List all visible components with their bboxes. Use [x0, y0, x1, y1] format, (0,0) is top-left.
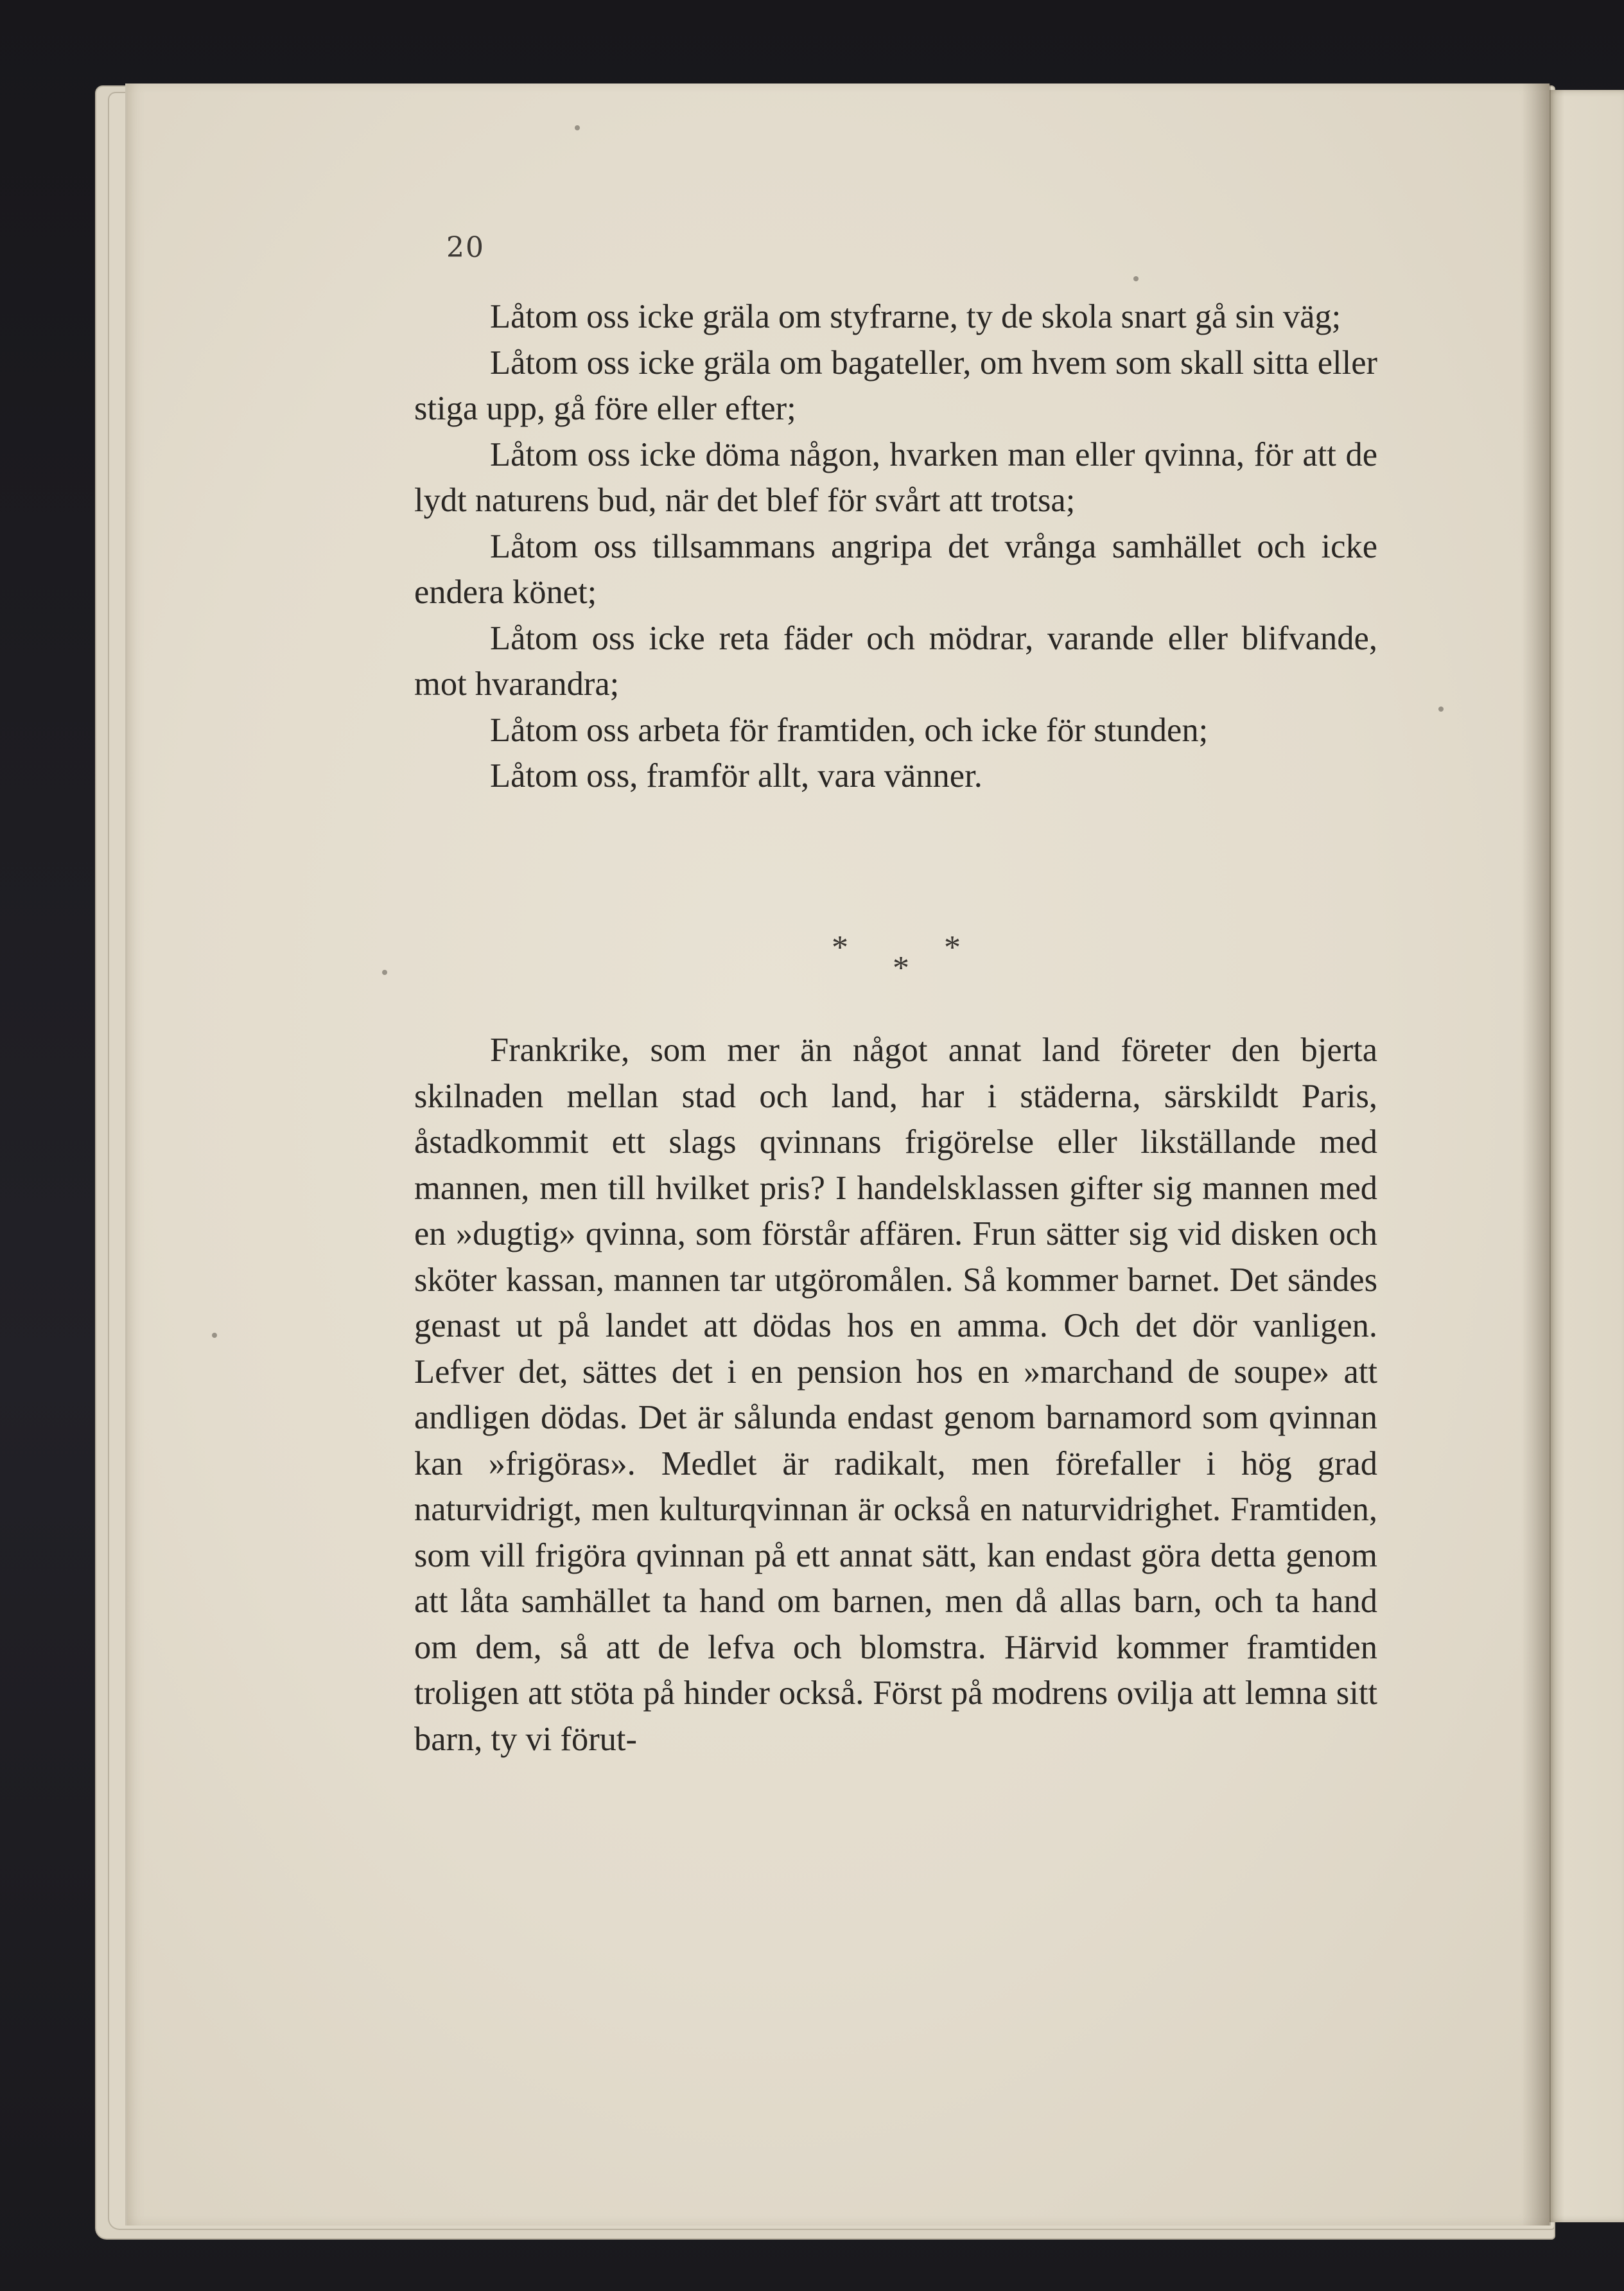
asterisk: *: [893, 950, 909, 987]
page-number: 20: [446, 231, 485, 264]
facing-page-edge: [1548, 90, 1624, 2222]
gutter-shadow: [1522, 83, 1551, 2225]
paper-speck: [212, 1333, 217, 1338]
paragraph: Låtom oss icke reta fäder och mödrar, varande eller blifvande, mot hvarandra;: [414, 619, 1377, 703]
asterisk: *: [832, 929, 848, 966]
asterisk: *: [944, 929, 961, 966]
paper-speck: [1133, 276, 1139, 281]
paragraph: Frankrike, som mer än något annat land företer den bjerta skilnaden mellan stad och land, har i städerna, särskildt Paris, åstadkommit ett slags qvinnans frigörelse eller likställande med mannen, men till hvilket pris? I handelsklassen gifter sig mannen med en »dugtig» qvinna, som förstår affären. Frun sätter sig vid disken och sköter kassan, mannen tar utgöromålen. Så kommer barnet. Det sändes genast ut på landet att dödas hos en amma. Och det dör vanligen. Lefver det, sättes det i en pension hos en »marchand de soupe» att andligen dödas. Det är sålunda endast genom barnamord som qvinnan kan »frigöras». Medlet är radikalt, men förefaller i hög grad naturvidrigt, men kulturqvinnan är också en naturvidrighet. Framtiden, som vill frigöra qvinnan på ett annat sätt, kan endast göra detta genom att låta samhället ta hand om barnen, men då allas barn, och ta hand om dem, så att de lefva och blomstra. Härvid kommer framtiden troligen att stöta på hinder också. Först på modrens ovilja att lemna sitt barn, ty vi förut-: [414, 1031, 1377, 1758]
section-divider-asterisks: [812, 931, 979, 989]
paragraph: Låtom oss tillsammans angripa det vrånga samhället och icke endera könet;: [414, 527, 1377, 611]
france-section: [414, 1028, 1377, 1762]
paragraph: Låtom oss, framför allt, vara vänner.: [490, 757, 982, 794]
paragraph: Låtom oss icke gräla om bagateller, om hvem som skall sitta eller stiga upp, gå före eller efter;: [414, 344, 1377, 427]
paragraph: Låtom oss icke döma någon, hvarken man eller qvinna, för att de lydt naturens bud, när det blef för svårt att trotsa;: [414, 435, 1377, 519]
paper-speck: [382, 970, 387, 975]
paragraph: Låtom oss arbeta för framtiden, och icke för stunden;: [490, 711, 1209, 749]
paragraph: Låtom oss icke gräla om styfrarne, ty de skola snart gå sin väg;: [490, 298, 1341, 335]
paper-speck: [575, 125, 580, 130]
paper-speck: [1438, 707, 1444, 712]
exhortation-section: [414, 294, 1377, 800]
